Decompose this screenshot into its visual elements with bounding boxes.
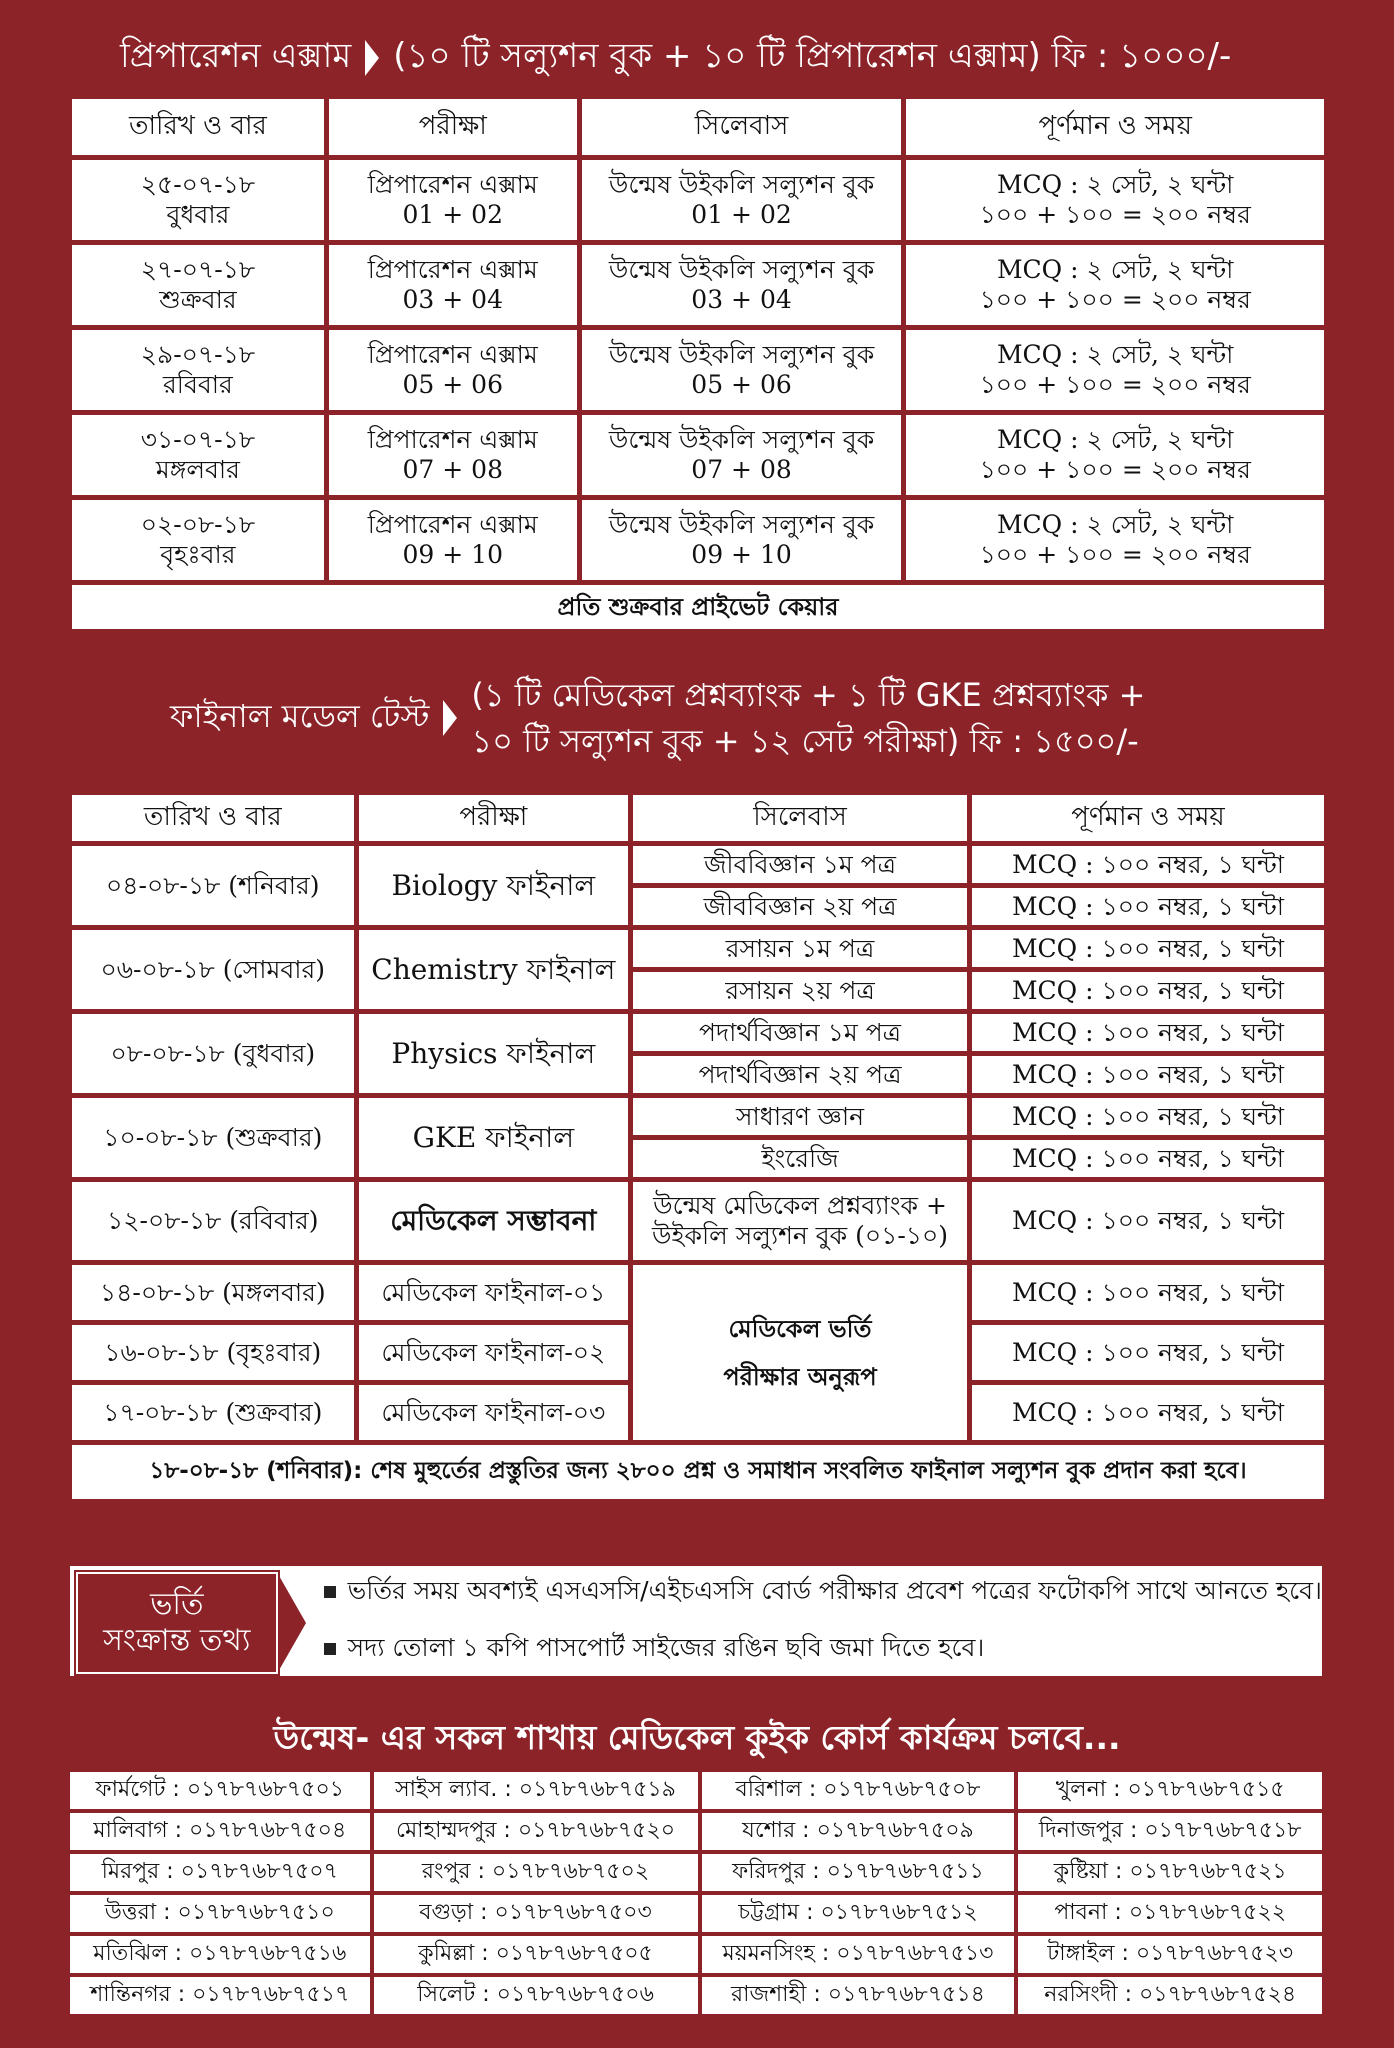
date-cell — [72, 330, 324, 410]
table-row — [72, 500, 1324, 580]
finals-syllabus-line1: মেডিকেল ভর্তি — [728, 1314, 872, 1343]
exam-cell: Physics ফাইনাল — [359, 1014, 629, 1093]
marks-line2: ১০০ + ১০০ = ২০০ নম্বর — [979, 200, 1251, 229]
syllabus-no: 01 + 02 — [691, 200, 792, 229]
branch-cell: ফার্মগেট : ০১৭৮৭৬৮৭৫০১ — [70, 1772, 370, 1809]
marks-line1: MCQ : ২ সেট, ২ ঘন্টা — [996, 255, 1234, 284]
marks-cell: MCQ : ১০০ নম্বর, ১ ঘন্টা — [972, 930, 1324, 967]
syllabus: উন্মেষ উইকলি সল্যুশন বুক — [608, 510, 875, 539]
branch-cell: রংপুর : ০১৭৮৭৬৮৭৫০২ — [374, 1854, 698, 1891]
branch-cell: টাঙ্গাইল : ০১৭৮৭৬৮৭৫২৩ — [1018, 1936, 1322, 1973]
exam-cell — [329, 330, 577, 410]
date-cell: ১০-০৮-১৮ (শুক্রবার) — [72, 1098, 354, 1177]
exam-no: 05 + 06 — [402, 370, 503, 399]
table-row — [70, 1977, 1322, 2014]
table-row — [70, 1895, 1322, 1932]
table-header-row — [72, 99, 1324, 155]
exam-cell — [329, 160, 577, 240]
table-row — [72, 415, 1324, 495]
exam: প্রিপারেশন এক্সাম — [367, 510, 538, 539]
col-header-marks: পূর্ণমান ও সময় — [906, 99, 1324, 155]
date-cell: ০৪-০৮-১৮ (শনিবার) — [72, 846, 354, 925]
syllabus-cell: পদার্থবিজ্ঞান ২য় পত্র — [633, 1056, 967, 1093]
date-cell — [72, 160, 324, 240]
date-cell — [72, 245, 324, 325]
col-header-exam: পরীক্ষা — [329, 99, 577, 155]
date-cell: ০৬-০৮-১৮ (সোমবার) — [72, 930, 354, 1009]
admission-item-text: ভর্তির সময় অবশ্যই এসএসসি/এইচএসসি বোর্ড পরীক্ষার প্রবেশ পত্রের ফটোকপি সাথে আনতে হবে। — [347, 1576, 1322, 1605]
marks-cell: MCQ : ১০০ নম্বর, ১ ঘন্টা — [972, 972, 1324, 1009]
syllabus-cell: সাধারণ জ্ঞান — [633, 1098, 967, 1135]
branch-cell: মালিবাগ : ০১৭৮৭৬৮৭৫০৪ — [70, 1813, 370, 1850]
marks-cell: MCQ : ১০০ নম্বর, ১ ঘন্টা — [972, 1265, 1324, 1320]
table-row — [72, 1265, 1324, 1320]
day: মঙ্গলবার — [155, 455, 240, 484]
private-care-note: প্রতি শুক্রবার প্রাইভেট কেয়ার — [72, 585, 1324, 629]
admission-label-line2: সংক্রান্ত তথ্য — [103, 1623, 251, 1658]
syllabus-no: 03 + 04 — [691, 285, 792, 314]
date-cell: ১২-০৮-১৮ (রবিবার) — [72, 1182, 354, 1260]
branch-cell: খুলনা : ০১৭৮৭৬৮৭৫১৫ — [1018, 1772, 1322, 1809]
table-footer-row — [72, 1445, 1324, 1499]
marks-line1: MCQ : ২ সেট, ২ ঘন্টা — [996, 170, 1234, 199]
syllabus-cell — [582, 415, 902, 495]
col-header-marks: পূর্ণমান ও সময় — [972, 795, 1324, 841]
branch-cell: পাবনা : ০১৭৮৭৬৮৭৫২২ — [1018, 1895, 1322, 1932]
exam: প্রিপারেশন এক্সাম — [367, 340, 538, 369]
syllabus-cell: রসায়ন ১ম পত্র — [633, 930, 967, 967]
syllabus-no: 07 + 08 — [691, 455, 792, 484]
marks-line2: ১০০ + ১০০ = ২০০ নম্বর — [979, 370, 1251, 399]
final-heading-label: ফাইনাল মডেল টেস্ট — [170, 697, 430, 736]
marks-cell — [906, 415, 1324, 495]
syllabus-cell — [582, 500, 902, 580]
exam-no: 07 + 08 — [402, 455, 503, 484]
branch-cell: দিনাজপুর : ০১৭৮৭৬৮৭৫১৮ — [1018, 1813, 1322, 1850]
marks-line1: MCQ : ২ সেট, ২ ঘন্টা — [996, 425, 1234, 454]
final-heading — [170, 672, 1145, 765]
bullet-square-icon — [324, 1586, 336, 1598]
syllabus-line1: উন্মেষ মেডিকেল প্রশ্নব্যাংক + — [653, 1191, 947, 1220]
syllabus: উন্মেষ উইকলি সল্যুশন বুক — [608, 170, 875, 199]
exam-cell — [329, 500, 577, 580]
finals-syllabus-line2: পরীক্ষার অনুরূপ — [723, 1362, 877, 1391]
col-header-syllabus: সিলেবাস — [633, 795, 967, 841]
branch-cell: যশোর : ০১৭৮৭৬৮৭৫০৯ — [702, 1813, 1015, 1850]
syllabus-cell: ইংরেজি — [633, 1140, 967, 1177]
date-cell: ০৮-০৮-১৮ (বুধবার) — [72, 1014, 354, 1093]
syllabus-cell — [633, 1182, 967, 1260]
admission-item-text: সদ্য তোলা ১ কপি পাসপোর্ট সাইজের রঙিন ছবি জমা দিতে হবে। — [347, 1633, 985, 1662]
final-heading-line1: (১ টি মেডিকেল প্রশ্নব্যাংক + ১ টি GKE প্রশ্নব্যাংক + — [471, 676, 1146, 714]
day: শুক্রবার — [159, 285, 237, 314]
branch-cell: সিলেট : ০১৭৮৭৬৮৭৫০৬ — [374, 1977, 698, 2014]
day: বুধবার — [166, 200, 230, 229]
day: বৃহঃবার — [160, 540, 236, 569]
marks-line2: ১০০ + ১০০ = ২০০ নম্বর — [979, 285, 1251, 314]
marks-cell — [906, 245, 1324, 325]
exam: প্রিপারেশন এক্সাম — [367, 170, 538, 199]
exam-cell: Chemistry ফাইনাল — [359, 930, 629, 1009]
syllabus-cell: পদার্থবিজ্ঞান ১ম পত্র — [633, 1014, 967, 1051]
final-heading-line2: ১০ টি সল্যুশন বুক + ১২ সেট পরীক্ষা) ফি : ১৫০০/- — [471, 722, 1139, 761]
syllabus-no: 09 + 10 — [691, 540, 792, 569]
day: রবিবার — [163, 370, 233, 399]
date: ২৫-০৭-১৮ — [140, 170, 256, 199]
branch-cell: বরিশাল : ০১৭৮৭৬৮৭৫০৮ — [702, 1772, 1015, 1809]
marks-cell: MCQ : ১০০ নম্বর, ১ ঘন্টা — [972, 1182, 1324, 1260]
marks-line2: ১০০ + ১০০ = ২০০ নম্বর — [979, 540, 1251, 569]
arrow-right-icon — [443, 700, 457, 736]
table-row — [72, 930, 1324, 967]
marks-line1: MCQ : ২ সেট, ২ ঘন্টা — [996, 510, 1234, 539]
admission-info-box — [70, 1566, 1322, 1676]
branch-cell: নরসিংদী : ০১৭৮৭৬৮৭৫২৪ — [1018, 1977, 1322, 2014]
marks-cell: MCQ : ১০০ নম্বর, ১ ঘন্টা — [972, 1014, 1324, 1051]
table-row — [70, 1772, 1322, 1809]
date-cell: ১৭-০৮-১৮ (শুক্রবার) — [72, 1385, 354, 1440]
syllabus: উন্মেষ উইকলি সল্যুশন বুক — [608, 425, 875, 454]
marks-cell: MCQ : ১০০ নম্বর, ১ ঘন্টা — [972, 846, 1324, 883]
date: ২৭-০৭-১৮ — [140, 255, 256, 284]
branch-cell: বগুড়া : ০১৭৮৭৬৮৭৫০৩ — [374, 1895, 698, 1932]
branch-cell: শান্তিনগর : ০১৭৮৭৬৮৭৫১৭ — [70, 1977, 370, 2014]
table-row — [72, 245, 1324, 325]
marks-cell: MCQ : ১০০ নম্বর, ১ ঘন্টা — [972, 1325, 1324, 1380]
solution-book-note: ১৮-০৮-১৮ (শনিবার): শেষ মুহুর্তের প্রস্তুতির জন্য ২৮০০ প্রশ্ন ও সমাধান সংবলিত ফাইনাল সল্যুশন বুক প্রদান করা হবে। — [72, 1445, 1324, 1499]
exam-cell: Biology ফাইনাল — [359, 846, 629, 925]
arrow-right-icon — [365, 40, 379, 76]
branch-cell: চট্টগ্রাম : ০১৭৮৭৬৮৭৫১২ — [702, 1895, 1015, 1932]
marks-cell: MCQ : ১০০ নম্বর, ১ ঘন্টা — [972, 1140, 1324, 1177]
syllabus-cell: রসায়ন ২য় পত্র — [633, 972, 967, 1009]
exam: প্রিপারেশন এক্সাম — [367, 425, 538, 454]
table-row — [72, 1014, 1324, 1051]
bullet-square-icon — [324, 1643, 336, 1655]
date: ২৯-০৭-১৮ — [140, 340, 256, 369]
branch-cell: কুমিল্লা : ০১৭৮৭৬৮৭৫০৫ — [374, 1936, 698, 1973]
marks-cell: MCQ : ১০০ নম্বর, ১ ঘন্টা — [972, 1056, 1324, 1093]
table-header-row — [72, 795, 1324, 841]
branch-cell: মিরপুর : ০১৭৮৭৬৮৭৫০৭ — [70, 1854, 370, 1891]
syllabus-cell — [582, 330, 902, 410]
prep-schedule-table — [67, 94, 1329, 634]
syllabus-cell — [633, 1265, 967, 1440]
branch-cell: উত্তরা : ০১৭৮৭৬৮৭৫১০ — [70, 1895, 370, 1932]
marks-cell — [906, 330, 1324, 410]
branches-heading: উন্মেষ- এর সকল শাখায় মেডিকেল কুইক কোর্স কার্যক্রম চলবে... — [273, 1718, 1121, 1757]
table-row — [72, 1182, 1324, 1260]
syllabus: উন্মেষ উইকলি সল্যুশন বুক — [608, 255, 875, 284]
final-schedule-table — [67, 790, 1329, 1504]
list-item — [324, 1628, 1322, 1671]
date-cell — [72, 415, 324, 495]
marks-cell: MCQ : ১০০ নম্বর, ১ ঘন্টা — [972, 888, 1324, 925]
marks-cell — [906, 160, 1324, 240]
table-row — [70, 1813, 1322, 1850]
marks-line1: MCQ : ২ সেট, ২ ঘন্টা — [996, 340, 1234, 369]
marks-cell: MCQ : ১০০ নম্বর, ১ ঘন্টা — [972, 1385, 1324, 1440]
branch-cell: রাজশাহী : ০১৭৮৭৬৮৭৫১৪ — [702, 1977, 1015, 2014]
date-cell: ১৪-০৮-১৮ (মঙ্গলবার) — [72, 1265, 354, 1320]
exam-no: 03 + 04 — [402, 285, 503, 314]
table-row — [72, 1098, 1324, 1135]
branch-cell: মতিঝিল : ০১৭৮৭৬৮৭৫১৬ — [70, 1936, 370, 1973]
syllabus-cell: জীববিজ্ঞান ১ম পত্র — [633, 846, 967, 883]
table-row — [70, 1936, 1322, 1973]
exam-cell: মেডিকেল ফাইনাল-০২ — [359, 1325, 629, 1380]
branch-cell: মোহাম্মদপুর : ০১৭৮৭৬৮৭৫২০ — [374, 1813, 698, 1850]
syllabus: উন্মেষ উইকলি সল্যুশন বুক — [608, 340, 875, 369]
prep-heading — [120, 30, 1231, 87]
branch-cell: সাইস ল্যাব. : ০১৭৮৭৬৮৭৫১৯ — [374, 1772, 698, 1809]
syllabus-line2: উইকলি সল্যুশন বুক (০১-১০) — [652, 1221, 949, 1250]
prep-heading-label: প্রিপারেশন এক্সাম — [120, 36, 352, 76]
table-row — [72, 160, 1324, 240]
syllabus-cell: জীববিজ্ঞান ২য় পত্র — [633, 888, 967, 925]
syllabus-cell — [582, 160, 902, 240]
marks-cell — [906, 500, 1324, 580]
table-footer-row — [72, 585, 1324, 629]
branch-cell: ফরিদপুর : ০১৭৮৭৬৮৭৫১১ — [702, 1854, 1015, 1891]
col-header-date: তারিখ ও বার — [72, 99, 324, 155]
exam-cell: মেডিকেল সম্ভাবনা — [359, 1182, 629, 1260]
col-header-syllabus: সিলেবাস — [582, 99, 902, 155]
prep-heading-detail: (১০ টি সল্যুশন বুক + ১০ টি প্রিপারেশন এক্সাম) ফি : ১০০০/- — [393, 36, 1232, 76]
admission-label — [76, 1572, 278, 1674]
exam-no: 01 + 02 — [402, 200, 503, 229]
branches-table — [66, 1768, 1326, 2018]
syllabus-cell — [582, 245, 902, 325]
exam: প্রিপারেশন এক্সাম — [367, 255, 538, 284]
exam-cell: মেডিকেল ফাইনাল-০৩ — [359, 1385, 629, 1440]
exam-cell — [329, 245, 577, 325]
branch-cell: কুষ্টিয়া : ০১৭৮৭৬৮৭৫২১ — [1018, 1854, 1322, 1891]
date-cell — [72, 500, 324, 580]
admission-label-line1: ভর্তি — [150, 1587, 204, 1622]
date: ০২-০৮-১৮ — [140, 510, 256, 539]
col-header-date: তারিখ ও বার — [72, 795, 354, 841]
branch-cell: ময়মনসিংহ : ০১৭৮৭৬৮৭৫১৩ — [702, 1936, 1015, 1973]
admission-items — [324, 1566, 1322, 1676]
list-item — [324, 1571, 1322, 1614]
table-row — [70, 1854, 1322, 1891]
syllabus-no: 05 + 06 — [691, 370, 792, 399]
date: ৩১-০৭-১৮ — [140, 425, 256, 454]
marks-cell: MCQ : ১০০ নম্বর, ১ ঘন্টা — [972, 1098, 1324, 1135]
exam-cell: GKE ফাইনাল — [359, 1098, 629, 1177]
exam-cell — [329, 415, 577, 495]
exam-cell: মেডিকেল ফাইনাল-০১ — [359, 1265, 629, 1320]
date-cell: ১৬-০৮-১৮ (বৃহঃবার) — [72, 1325, 354, 1380]
table-row — [72, 330, 1324, 410]
marks-line2: ১০০ + ১০০ = ২০০ নম্বর — [979, 455, 1251, 484]
exam-no: 09 + 10 — [402, 540, 503, 569]
col-header-exam: পরীক্ষা — [359, 795, 629, 841]
table-row — [72, 846, 1324, 883]
